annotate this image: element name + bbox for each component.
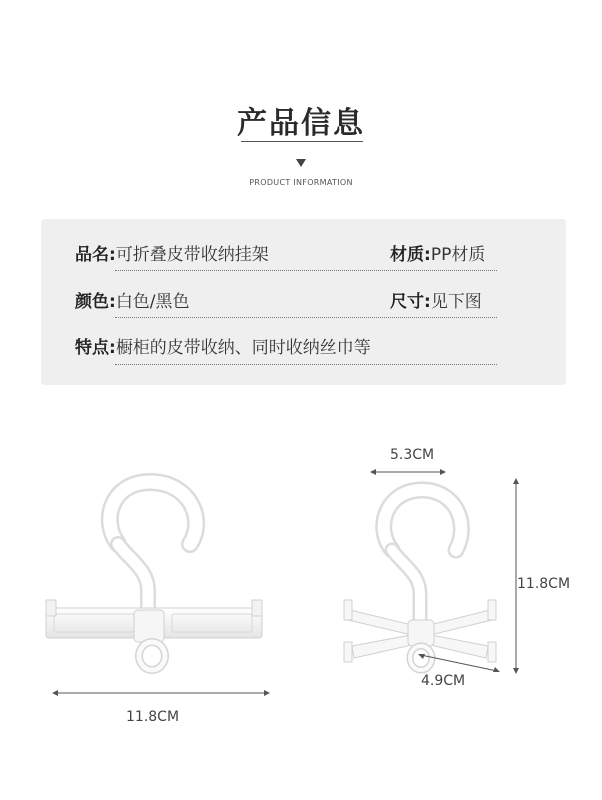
spec-name-value: 可折叠皮带收纳挂架 [115, 245, 269, 265]
right-top-arrow [370, 466, 446, 478]
spec-name [75, 240, 269, 265]
spec-material-value: PP材质 [430, 245, 486, 265]
page-subtitle: PRODUCT INFORMATION [249, 178, 353, 187]
page-title: 产品信息 [237, 106, 365, 141]
right-top-label: 5.3CM [390, 447, 435, 463]
spec-color-key: 颜色: [75, 292, 116, 312]
spec-feature-value: 橱柜的皮带收纳、同时收纳丝巾等 [115, 338, 371, 358]
spec-material-key: 材质: [390, 245, 431, 265]
down-triangle-icon [296, 159, 306, 167]
row-divider [115, 364, 497, 365]
spec-size [390, 287, 482, 312]
right-base-arrow [418, 652, 500, 674]
right-height-label: 11.8CM [517, 576, 571, 592]
spec-color [75, 287, 190, 312]
spec-name-key: 品名: [75, 245, 116, 265]
left-width-label: 11.8CM [126, 709, 180, 725]
title-underline [241, 141, 363, 142]
spec-feature [75, 333, 371, 358]
spec-color-value: 白色/黑色 [115, 292, 190, 312]
row-divider [115, 317, 497, 318]
spec-feature-key: 特点: [75, 338, 116, 358]
right-base-label: 4.9CM [421, 673, 466, 689]
row-divider [115, 270, 497, 271]
left-width-arrow [52, 686, 270, 700]
spec-size-value: 见下图 [430, 292, 482, 312]
spec-material [390, 240, 485, 265]
spec-size-key: 尺寸: [390, 292, 431, 312]
